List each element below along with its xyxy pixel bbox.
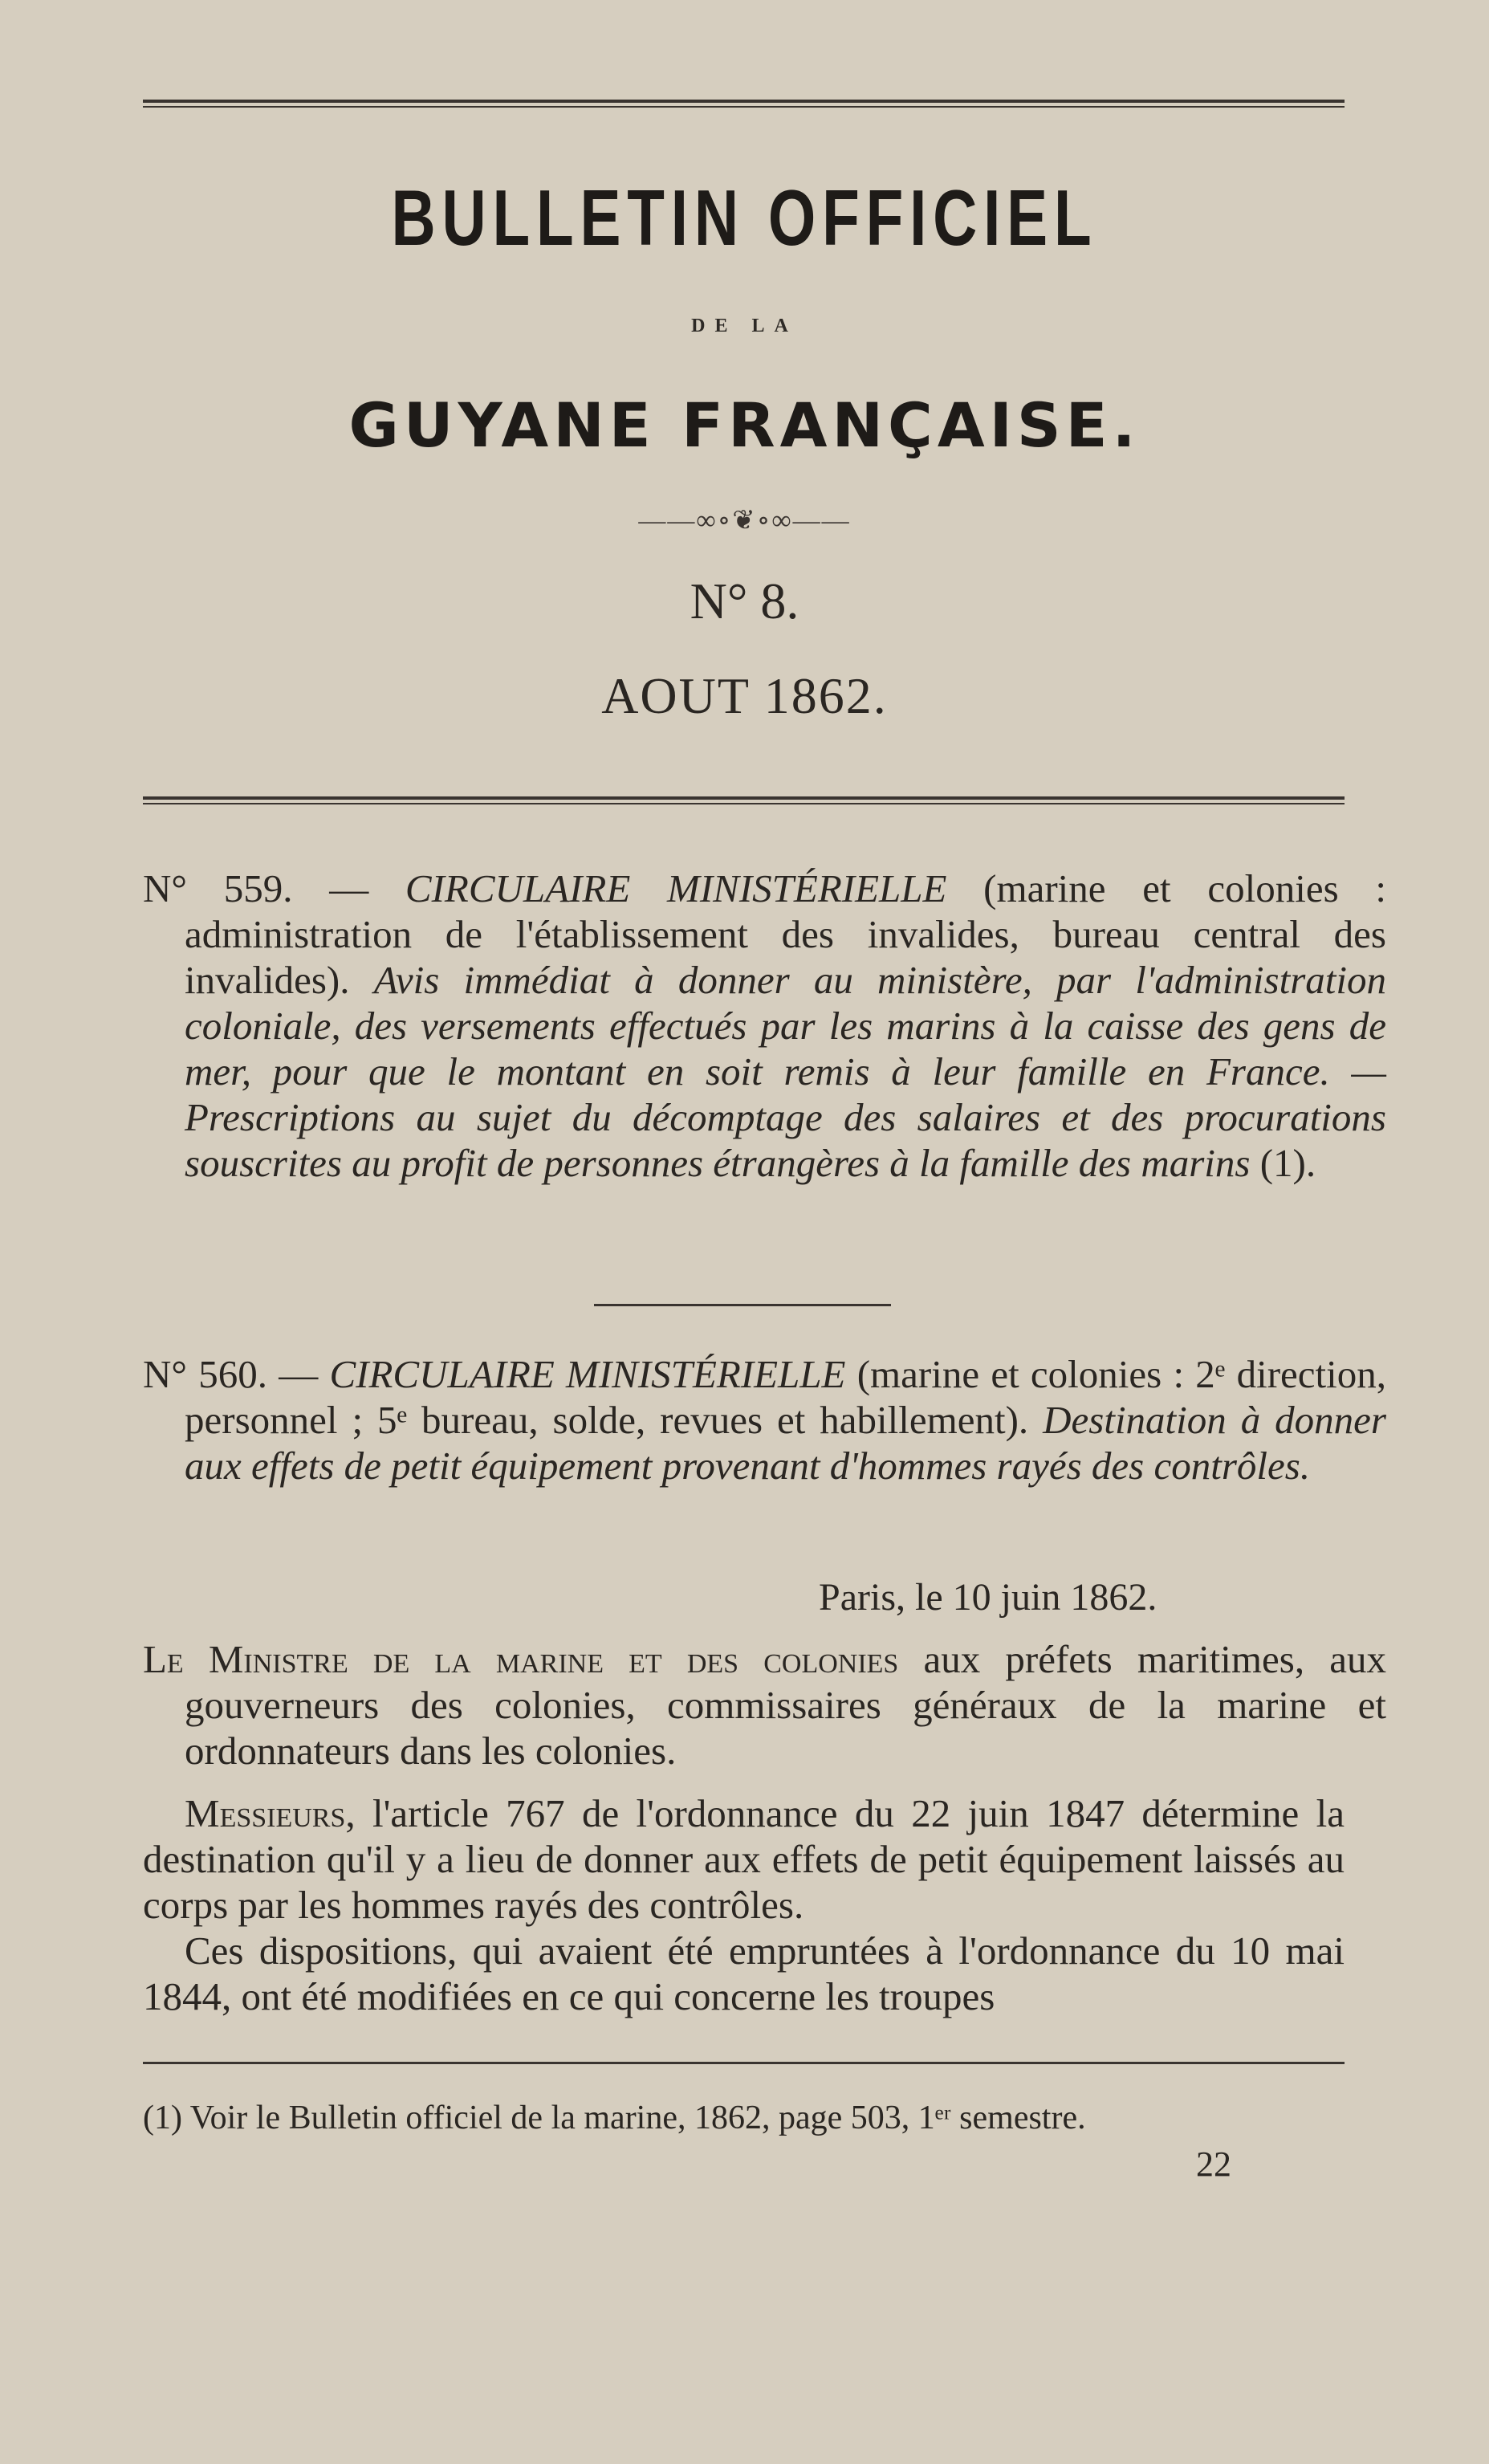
- entry-title: CIRCULAIRE MINISTÉRIELLE: [405, 866, 947, 910]
- page-number: 22: [1196, 2144, 1231, 2184]
- issue-number: N° 8.: [690, 572, 799, 629]
- bulletin-title: BULLETIN OFFICIEL: [391, 173, 1098, 262]
- footnote-reference: (1).: [1250, 1141, 1316, 1185]
- letter-sender: Le Ministre de la marine et des colonies: [143, 1637, 899, 1681]
- bulletin-subtitle: DE LA: [691, 316, 798, 336]
- issue-date: AOUT 1862.: [601, 667, 888, 724]
- section-divider: [594, 1304, 891, 1306]
- letter-salutation: Messieurs: [185, 1791, 346, 1835]
- letter-paragraph-2-text: Ces dispositions, qui avaient été empruntées à l'ordonnance du 10 mai 1844, ont été modifiées en ce qui concerne les troupes: [143, 1928, 1345, 2018]
- footnote: (1) Voir le Bulletin officiel de la marine, 1862, page 503, 1ᵉʳ semestre.: [143, 2099, 1086, 2136]
- letter-recipients: aux préfets maritimes, aux gouverneurs des colonies, commissaires généraux de la marine et ordonnateurs dans les colonies.: [185, 1637, 1386, 1773]
- letter-paragraph-1: [143, 1790, 1345, 1928]
- letter-paragraph-2: [143, 1928, 1345, 2019]
- entry-summary: Destination à donner aux effets de petit équipement provenant d'hommes rayés des contrôles.: [185, 1398, 1386, 1488]
- top-rule: [143, 100, 1345, 108]
- letter-place-date: Paris, le 10 juin 1862.: [819, 1576, 1157, 1619]
- entry-summary: Avis immédiat à donner au ministère, par l'administration coloniale, des versements effectués par les marins à la caisse des gens de mer, pour que le montant en soit remis à leur famille en France. — Prescriptions au sujet du décomptage des salaires et des procurations souscrites au profit de personnes étrangères à la famille des marins: [185, 958, 1386, 1185]
- entry-details: (marine et colonies : administration de l'établissement des invalides, bureau central des invalides).: [185, 866, 1386, 1002]
- ornament-divider: ——∞∘❦∘∞——: [638, 506, 851, 536]
- entry-details: (marine et colonies : 2ᵉ direction, personnel ; 5ᵉ bureau, solde, revues et habillement).: [185, 1352, 1386, 1442]
- header-bottom-rule: [143, 796, 1345, 804]
- letter-paragraph-1-text: , l'article 767 de l'ordonnance du 22 juin 1847 détermine la destination qu'il y a lieu de donner aux effets de petit équipement laissés au corps par les hommes rayés des contrôles.: [143, 1791, 1345, 1927]
- entry-559: [143, 865, 1386, 1186]
- entry-number: N° 559. —: [143, 866, 405, 910]
- entry-title: CIRCULAIRE MINISTÉRIELLE: [329, 1352, 846, 1396]
- entry-560: [143, 1351, 1386, 1489]
- colony-title: GUYANE FRANÇAISE.: [348, 389, 1141, 461]
- letter-address: [143, 1636, 1386, 1774]
- entry-number: N° 560. —: [143, 1352, 330, 1396]
- footnote-rule: [143, 2062, 1345, 2064]
